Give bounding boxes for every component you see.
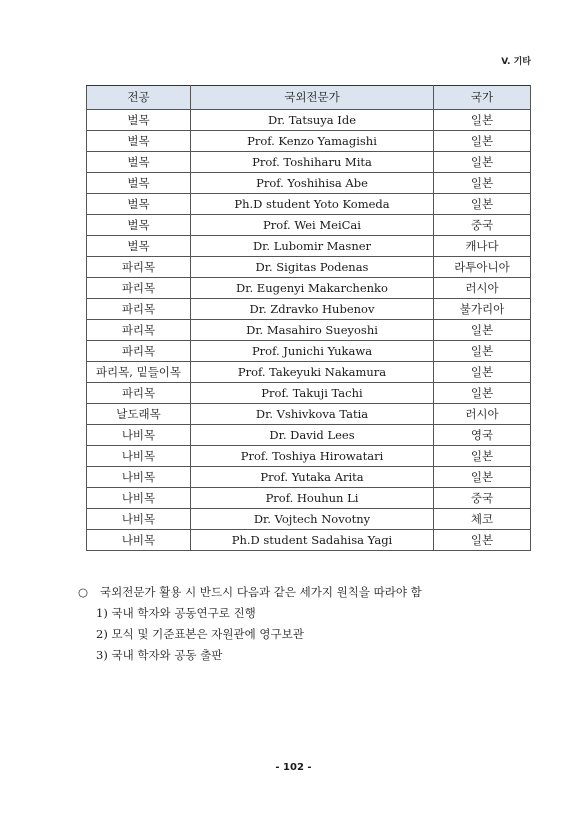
table-row <box>87 152 531 173</box>
cell-expert: Prof. Toshiya Hirowatari <box>191 446 434 467</box>
table-row <box>87 215 531 236</box>
circle-bullet-icon: ○ <box>78 585 89 599</box>
cell-major: 벌목 <box>87 131 191 152</box>
table-row <box>87 446 531 467</box>
cell-country: 영국 <box>434 425 531 446</box>
cell-expert: Prof. Yoshihisa Abe <box>191 173 434 194</box>
cell-major: 벌목 <box>87 110 191 131</box>
column-header-major: 전공 <box>87 86 191 110</box>
cell-major: 나비목 <box>87 446 191 467</box>
cell-country: 불가리아 <box>434 299 531 320</box>
cell-country: 일본 <box>434 131 531 152</box>
table-row <box>87 530 531 551</box>
cell-expert: Dr. Tatsuya Ide <box>191 110 434 131</box>
cell-major: 파리목 <box>87 257 191 278</box>
table-row <box>87 509 531 530</box>
notes-item: 1) 국내 학자와 공동연구로 진행 <box>96 606 256 620</box>
table-row <box>87 278 531 299</box>
experts-table-container <box>86 85 530 551</box>
cell-expert: Prof. Houhun Li <box>191 488 434 509</box>
cell-major: 파리목 <box>87 320 191 341</box>
cell-country: 일본 <box>434 446 531 467</box>
table-header-row <box>87 86 531 110</box>
cell-major: 벌목 <box>87 236 191 257</box>
cell-expert: Prof. Kenzo Yamagishi <box>191 131 434 152</box>
cell-major: 벌목 <box>87 215 191 236</box>
cell-expert: Dr. Vojtech Novotny <box>191 509 434 530</box>
page-number: - 102 - <box>275 762 312 773</box>
cell-major: 나비목 <box>87 488 191 509</box>
cell-country: 일본 <box>434 467 531 488</box>
table-row <box>87 341 531 362</box>
table-row <box>87 488 531 509</box>
cell-expert: Dr. Sigitas Podenas <box>191 257 434 278</box>
cell-country: 일본 <box>434 173 531 194</box>
cell-country: 일본 <box>434 362 531 383</box>
cell-country: 일본 <box>434 530 531 551</box>
cell-country: 일본 <box>434 320 531 341</box>
cell-expert: Dr. David Lees <box>191 425 434 446</box>
table-row <box>87 299 531 320</box>
cell-country: 일본 <box>434 152 531 173</box>
cell-expert: Prof. Junichi Yukawa <box>191 341 434 362</box>
column-header-expert: 국외전문가 <box>191 86 434 110</box>
cell-expert: Dr. Vshivkova Tatia <box>191 404 434 425</box>
table-row <box>87 257 531 278</box>
table-row <box>87 425 531 446</box>
cell-major: 나비목 <box>87 425 191 446</box>
cell-country: 일본 <box>434 110 531 131</box>
table-row <box>87 194 531 215</box>
cell-expert: Prof. Toshiharu Mita <box>191 152 434 173</box>
cell-expert: Dr. Eugenyi Makarchenko <box>191 278 434 299</box>
cell-expert: Ph.D student Sadahisa Yagi <box>191 530 434 551</box>
column-header-country: 국가 <box>434 86 531 110</box>
table-row <box>87 362 531 383</box>
table-row <box>87 110 531 131</box>
cell-major: 파리목 <box>87 383 191 404</box>
cell-major: 나비목 <box>87 530 191 551</box>
cell-expert: Prof. Wei MeiCai <box>191 215 434 236</box>
cell-expert: Dr. Masahiro Sueyoshi <box>191 320 434 341</box>
table-row <box>87 320 531 341</box>
cell-major: 벌목 <box>87 194 191 215</box>
cell-country: 중국 <box>434 215 531 236</box>
table-row <box>87 236 531 257</box>
cell-country: 일본 <box>434 194 531 215</box>
notes-item: 3) 국내 학자와 공동 출판 <box>96 648 223 662</box>
notes-section <box>78 582 422 666</box>
cell-major: 벌목 <box>87 152 191 173</box>
cell-expert: Prof. Takeyuki Nakamura <box>191 362 434 383</box>
table-row <box>87 383 531 404</box>
cell-country: 러시아 <box>434 278 531 299</box>
table-row <box>87 404 531 425</box>
cell-major: 날도래목 <box>87 404 191 425</box>
table-body <box>87 110 531 551</box>
cell-expert: Prof. Takuji Tachi <box>191 383 434 404</box>
cell-major: 나비목 <box>87 467 191 488</box>
table-row <box>87 467 531 488</box>
cell-country: 러시아 <box>434 404 531 425</box>
cell-country: 일본 <box>434 341 531 362</box>
experts-table <box>86 85 531 551</box>
cell-major: 파리목, 밑들이목 <box>87 362 191 383</box>
section-header: V. 기타 <box>501 57 531 67</box>
table-row <box>87 131 531 152</box>
cell-major: 파리목 <box>87 299 191 320</box>
cell-major: 파리목 <box>87 341 191 362</box>
notes-item: 2) 모식 및 기준표본은 자원관에 영구보관 <box>96 627 304 641</box>
table-row <box>87 173 531 194</box>
cell-country: 캐나다 <box>434 236 531 257</box>
cell-expert: Dr. Lubomir Masner <box>191 236 434 257</box>
cell-expert: Prof. Yutaka Arita <box>191 467 434 488</box>
cell-major: 벌목 <box>87 173 191 194</box>
cell-major: 파리목 <box>87 278 191 299</box>
cell-expert: Dr. Zdravko Hubenov <box>191 299 434 320</box>
cell-expert: Ph.D student Yoto Komeda <box>191 194 434 215</box>
cell-major: 나비목 <box>87 509 191 530</box>
notes-main <box>78 582 422 603</box>
cell-country: 체코 <box>434 509 531 530</box>
cell-country: 중국 <box>434 488 531 509</box>
cell-country: 라투아니아 <box>434 257 531 278</box>
cell-country: 일본 <box>434 383 531 404</box>
notes-main-text: 국외전문가 활용 시 반드시 다음과 같은 세가지 원칙을 따라야 함 <box>100 585 422 599</box>
